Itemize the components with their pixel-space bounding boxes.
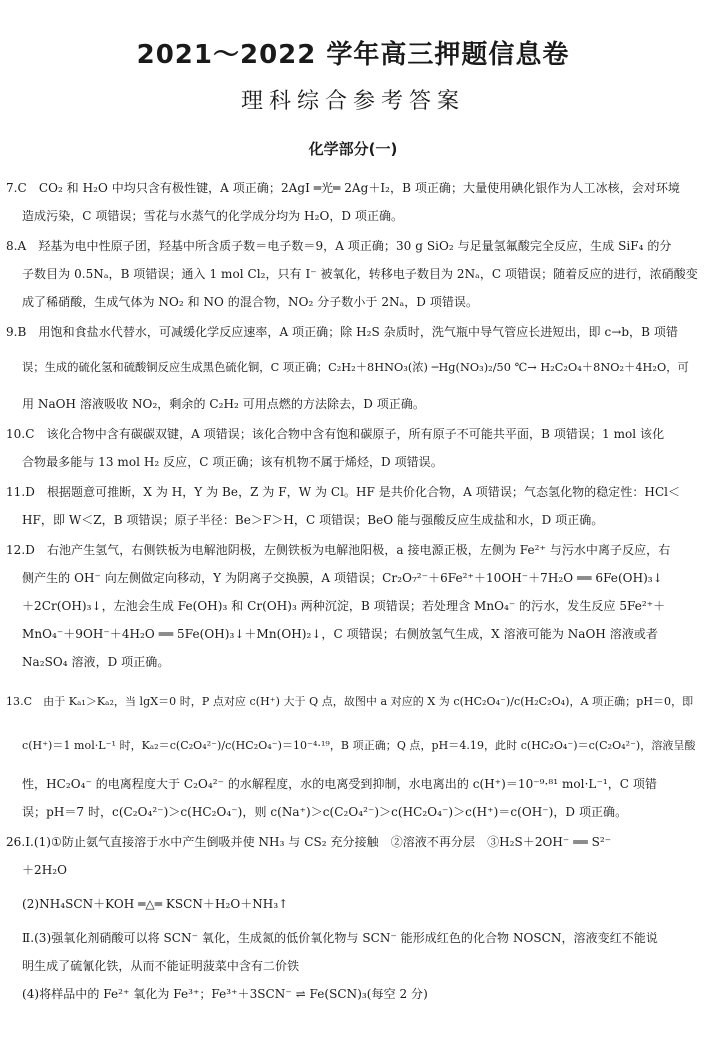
answer-8-line-3: 成了稀硝酸，生成气体为 NO₂ 和 NO 的混合物，NO₂ 分子数小于 2Nₐ，D 项错误。 bbox=[22, 295, 479, 309]
answer-8-line-2: 子数目为 0.5Nₐ，B 项错误；通入 1 mol Cl₂，只有 I⁻ 被氧化，转移电子数目为 2Nₐ，C 项错误；随着反应的进行，浓硝酸变 bbox=[22, 267, 698, 281]
answer-11-line-1: 11.D 根据题意可推断，X 为 H，Y 为 Be，Z 为 F，W 为 Cl。HF 是共价化合物，A 项错误；气态氢化物的稳定性：HCl＜ bbox=[6, 485, 681, 499]
answer-13-line-4: 误；pH＝7 时，c(C₂O₄²⁻)＞c(HC₂O₄⁻)，则 c(Na⁺)＞c(C₂O₄²⁻)＞c(HC₂O₄⁻)＞c(H⁺)＝c(OH⁻)，D 项正确。 bbox=[22, 805, 628, 819]
page-subtitle: 理科综合参考答案 bbox=[240, 89, 465, 114]
answer-26-line-4: Ⅱ.(3)强氧化剂硝酸可以将 SCN⁻ 氧化，生成氮的低价氧化物与 SCN⁻ 能形成红色的化合物 NOSCN，溶液变红不能说 bbox=[22, 931, 658, 945]
answer-12-line-4: MnO₄⁻＋9OH⁻＋4H₂O ══ 5Fe(OH)₃↓＋Mn(OH)₂↓，C 项错误；右侧放氢气生成，X 溶液可能为 NaOH 溶液或者 bbox=[22, 627, 658, 641]
answer-9-line-2: 误；生成的硫化氢和硫酸铜反应生成黑色硫化铜，C 项正确；C₂H₂＋8HNO₃(浓) ─Hg(NO₃)₂/50 ℃→ H₂C₂O₄＋8NO₂＋4H₂O，可 bbox=[22, 361, 689, 374]
answer-7-line-2: 造成污染，C 项错误；雪花与水蒸气的化学成分均为 H₂O，D 项正确。 bbox=[22, 209, 404, 223]
answer-13-line-3: 性，HC₂O₄⁻ 的电离程度大于 C₂O₄²⁻ 的水解程度，水的电离受到抑制，水电离出的 c(H⁺)＝10⁻⁹·⁸¹ mol·L⁻¹，C 项错 bbox=[22, 777, 657, 791]
answer-12-line-2: 侧产生的 OH⁻ 向左侧做定向移动，Y 为阴离子交换膜，A 项错误；Cr₂O₇²⁻＋6Fe²⁺＋10OH⁻＋7H₂O ══ 6Fe(OH)₃↓ bbox=[22, 571, 663, 585]
answer-8-line-1: 8.A 羟基为电中性原子团，羟基中所含质子数＝电子数＝9，A 项正确；30 g SiO₂ 与足量氢氟酸完全反应，生成 SiF₄ 的分 bbox=[6, 239, 672, 253]
answer-26-line-6: (4)将样品中的 Fe²⁺ 氧化为 Fe³⁺；Fe³⁺＋3SCN⁻ ⇌ Fe(SCN)₃(每空 2 分) bbox=[22, 987, 428, 1001]
answer-26-line-3: (2)NH₄SCN＋KOH ═△═ KSCN＋H₂O＋NH₃↑ bbox=[22, 897, 289, 911]
answer-9-line-1: 9.B 用饱和食盐水代替水，可减缓化学反应速率，A 项正确；除 H₂S 杂质时，洗气瓶中导气管应长进短出，即 c→b，B 项错 bbox=[6, 325, 678, 339]
answer-7-line-1: 7.C CO₂ 和 H₂O 中均只含有极性键，A 项正确；2AgI ═光═ 2Ag＋I₂，B 项正确；大量使用碘化银作为人工冰核，会对环境 bbox=[6, 181, 680, 195]
answer-12-line-5: Na₂SO₄ 溶液，D 项正确。 bbox=[22, 655, 170, 669]
answer-11-line-2: HF，即 W＜Z，B 项错误；原子半径：Be＞F＞H，C 项错误；BeO 能与强酸反应生成盐和水，D 项正确。 bbox=[22, 513, 604, 527]
answer-26-line-1: 26.Ⅰ.(1)①防止氨气直接溶于水中产生倒吸并使 NH₃ 与 CS₂ 充分接触 ②溶液不再分层 ③H₂S＋2OH⁻ ══ S²⁻ bbox=[6, 835, 612, 849]
page-title: 2021～2022 学年高三押题信息卷 bbox=[136, 40, 570, 70]
answer-12-line-1: 12.D 右池产生氢气，右侧铁板为电解池阴极，左侧铁板为电解池阳极，a 接电源正极，左侧为 Fe²⁺ 与污水中离子反应，右 bbox=[6, 543, 671, 557]
answer-9-line-3: 用 NaOH 溶液吸收 NO₂，剩余的 C₂H₂ 可用点燃的方法除去，D 项正确。 bbox=[22, 397, 425, 411]
answer-12-line-3: ＋2Cr(OH)₃↓，左池会生成 Fe(OH)₃ 和 Cr(OH)₃ 两种沉淀，B 项错误；若处理含 MnO₄⁻ 的污水，发生反应 5Fe²⁺＋ bbox=[22, 599, 666, 613]
answer-10-line-2: 合物最多能与 13 mol H₂ 反应，C 项正确；该有机物不属于烯烃，D 项错误。 bbox=[22, 455, 443, 469]
answer-26-line-2: ＋2H₂O bbox=[22, 863, 67, 877]
answer-10-line-1: 10.C 该化合物中含有碳碳双键，A 项错误；该化合物中含有饱和碳原子，所有原子不可能共平面，B 项错误；1 mol 该化 bbox=[6, 427, 665, 441]
answer-13-line-2: c(H⁺)＝1 mol·L⁻¹ 时，Kₐ₂＝c(C₂O₄²⁻)/c(HC₂O₄⁻)＝10⁻⁴·¹⁹，B 项正确；Q 点，pH＝4.19，此时 c(HC₂O₄⁻)＝c(C₂O₄²⁻)，溶液呈酸 bbox=[22, 739, 696, 752]
answer-13-line-1: 13.C 由于 Kₐ₁＞Kₐ₂，当 lgX＝0 时，P 点对应 c(H⁺) 大于 Q 点，故图中 a 对应的 X 为 c(HC₂O₄⁻)/c(H₂C₂O₄)，A 项正确；pH＝0，即 bbox=[6, 695, 694, 708]
section-heading: 化学部分(一) bbox=[308, 140, 398, 158]
answer-26-line-5: 明生成了硫氰化铁，从而不能证明菠菜中含有二价铁 bbox=[22, 959, 300, 973]
